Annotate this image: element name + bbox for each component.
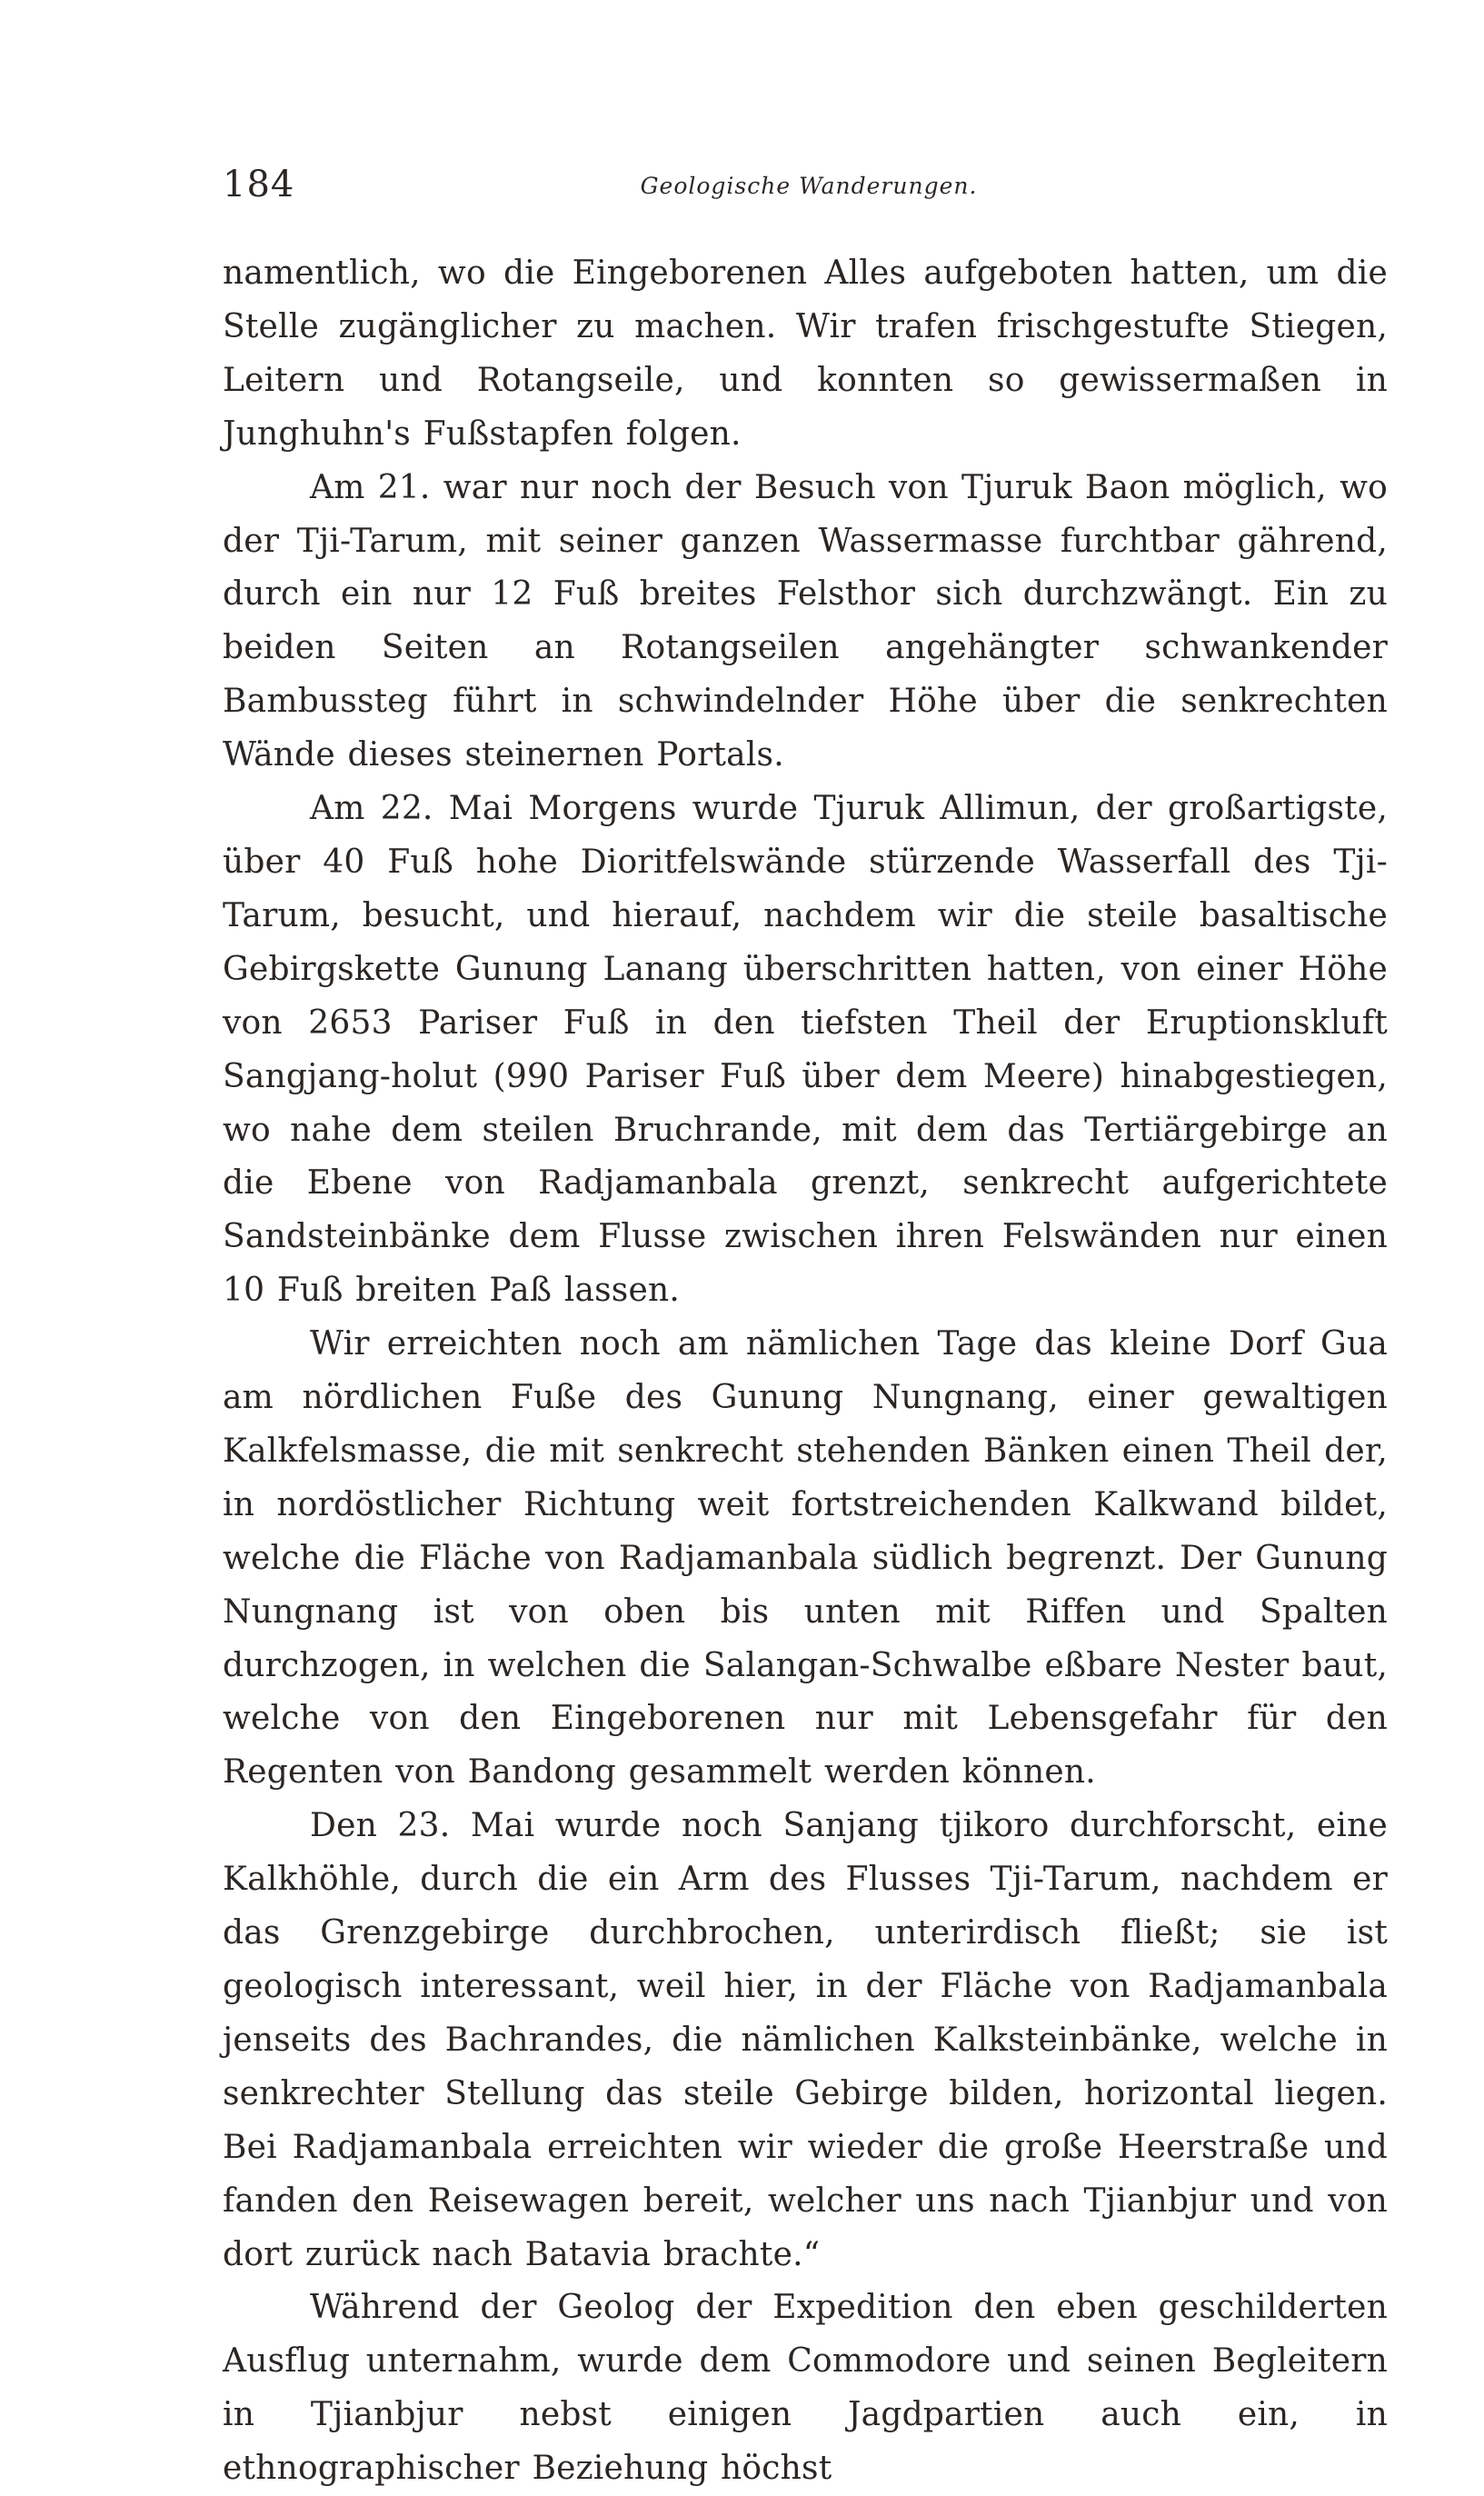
paragraph-sanjang-tjikoro: Den 23. Mai wurde noch Sanjang tjikoro durchforscht, eine Kalkhöhle, durch die ein Arm des Flusses Tji-Tarum, nachdem er das Grenzgebirge durchbrochen, unterirdisch fließt; sie ist geologisch interessant, weil hier, in der Fläche von Radjamanbala jenseits des Bachrandes, die nämlichen Kalksteinbänke, welche in senkrechter Stellung das steile Gebirge bilden, horizontal liegen. Bei Radjamanbala erreichten wir wieder die große Heerstraße und fanden den Reisewagen bereit, welcher uns nach Tjianbjur und von dort zurück nach Batavia brachte.“ (223, 1807, 1388, 2273)
paragraph-gunung-nungnang: Wir erreichten noch am nämlichen Tage das kleine Dorf Gua am nördlichen Fuße des Gunung Nungnang, einer gewaltigen Kalkfelsmasse, die mit senkrecht stehenden Bänken einen Theil der, in nordöstlicher Richtung weit fortstreichenden Kalkwand bildet, welche die Fläche von Radjamanbala südlich begrenzt. Der Gunung Nungnang ist von oben bis unten mit Riffen und Spalten durchzogen, in welchen die Salangan-Schwalbe eßbare Nester baut, welche von den Eingeborenen nur mit Lebensgefahr für den Regenten von Bandong gesammelt werden können. (223, 1325, 1388, 1792)
paragraph-commodore: Während der Geolog der Expedition den eben geschilderten Ausflug unternahm, wurde dem Commodore und seinen Begleitern in Tjianbjur nebst einigen Jagdpartien auch ein, in ethnographischer Beziehung höchst (223, 2289, 1388, 2488)
page-number: 184 (223, 164, 295, 205)
paragraph-tjuruk-baon: Am 21. war nur noch der Besuch von Tjuruk Baon möglich, wo der Tji-Tarum, mit seiner ganzen Wassermasse furchtbar gährend, durch ein nur 12 Fuß breites Felsthor sich durchzwängt. Ein zu beiden Seiten an Rotangseilen angehängter schwankender Bambussteg führt in schwindelnder Höhe über die senkrechten Wände dieses steinernen Portals. (223, 468, 1388, 774)
running-title: Geologische Wanderungen. (640, 173, 978, 199)
paragraph-tjuruk-allimun: Am 22. Mai Morgens wurde Tjuruk Allimun, der großartigste, über 40 Fuß hohe Dioritfelswände stürzende Wasserfall des Tji-Tarum, besucht, und hierauf, nachdem wir die steile basaltische Gebirgskette Gunung Lanang überschritten hatten, von einer Höhe von 2653 Pariser Fuß in den tiefsten Theil der Eruptionskluft Sangjang-holut (990 Pariser Fuß über dem Meere) hinabgestiegen, wo nahe dem steilen Bruchrande, mit dem das Tertiärgebirge an die Ebene von Radjamanbala grenzt, senkrecht aufgerichtete Sandsteinbänke dem Flusse zwischen ihren Felswänden nur einen 10 Fuß breiten Paß lassen. (223, 790, 1388, 1310)
body-text (223, 247, 1388, 2496)
page-header (223, 164, 1395, 218)
paragraph-continuation: namentlich, wo die Eingeborenen Alles aufgeboten hatten, um die Stelle zugänglicher zu machen. Wir trafen frischgestufte Stiegen, Leitern und Rotangseile, und konnten so gewissermaßen in Junghuhn's Fußstapfen folgen. (223, 255, 1388, 453)
